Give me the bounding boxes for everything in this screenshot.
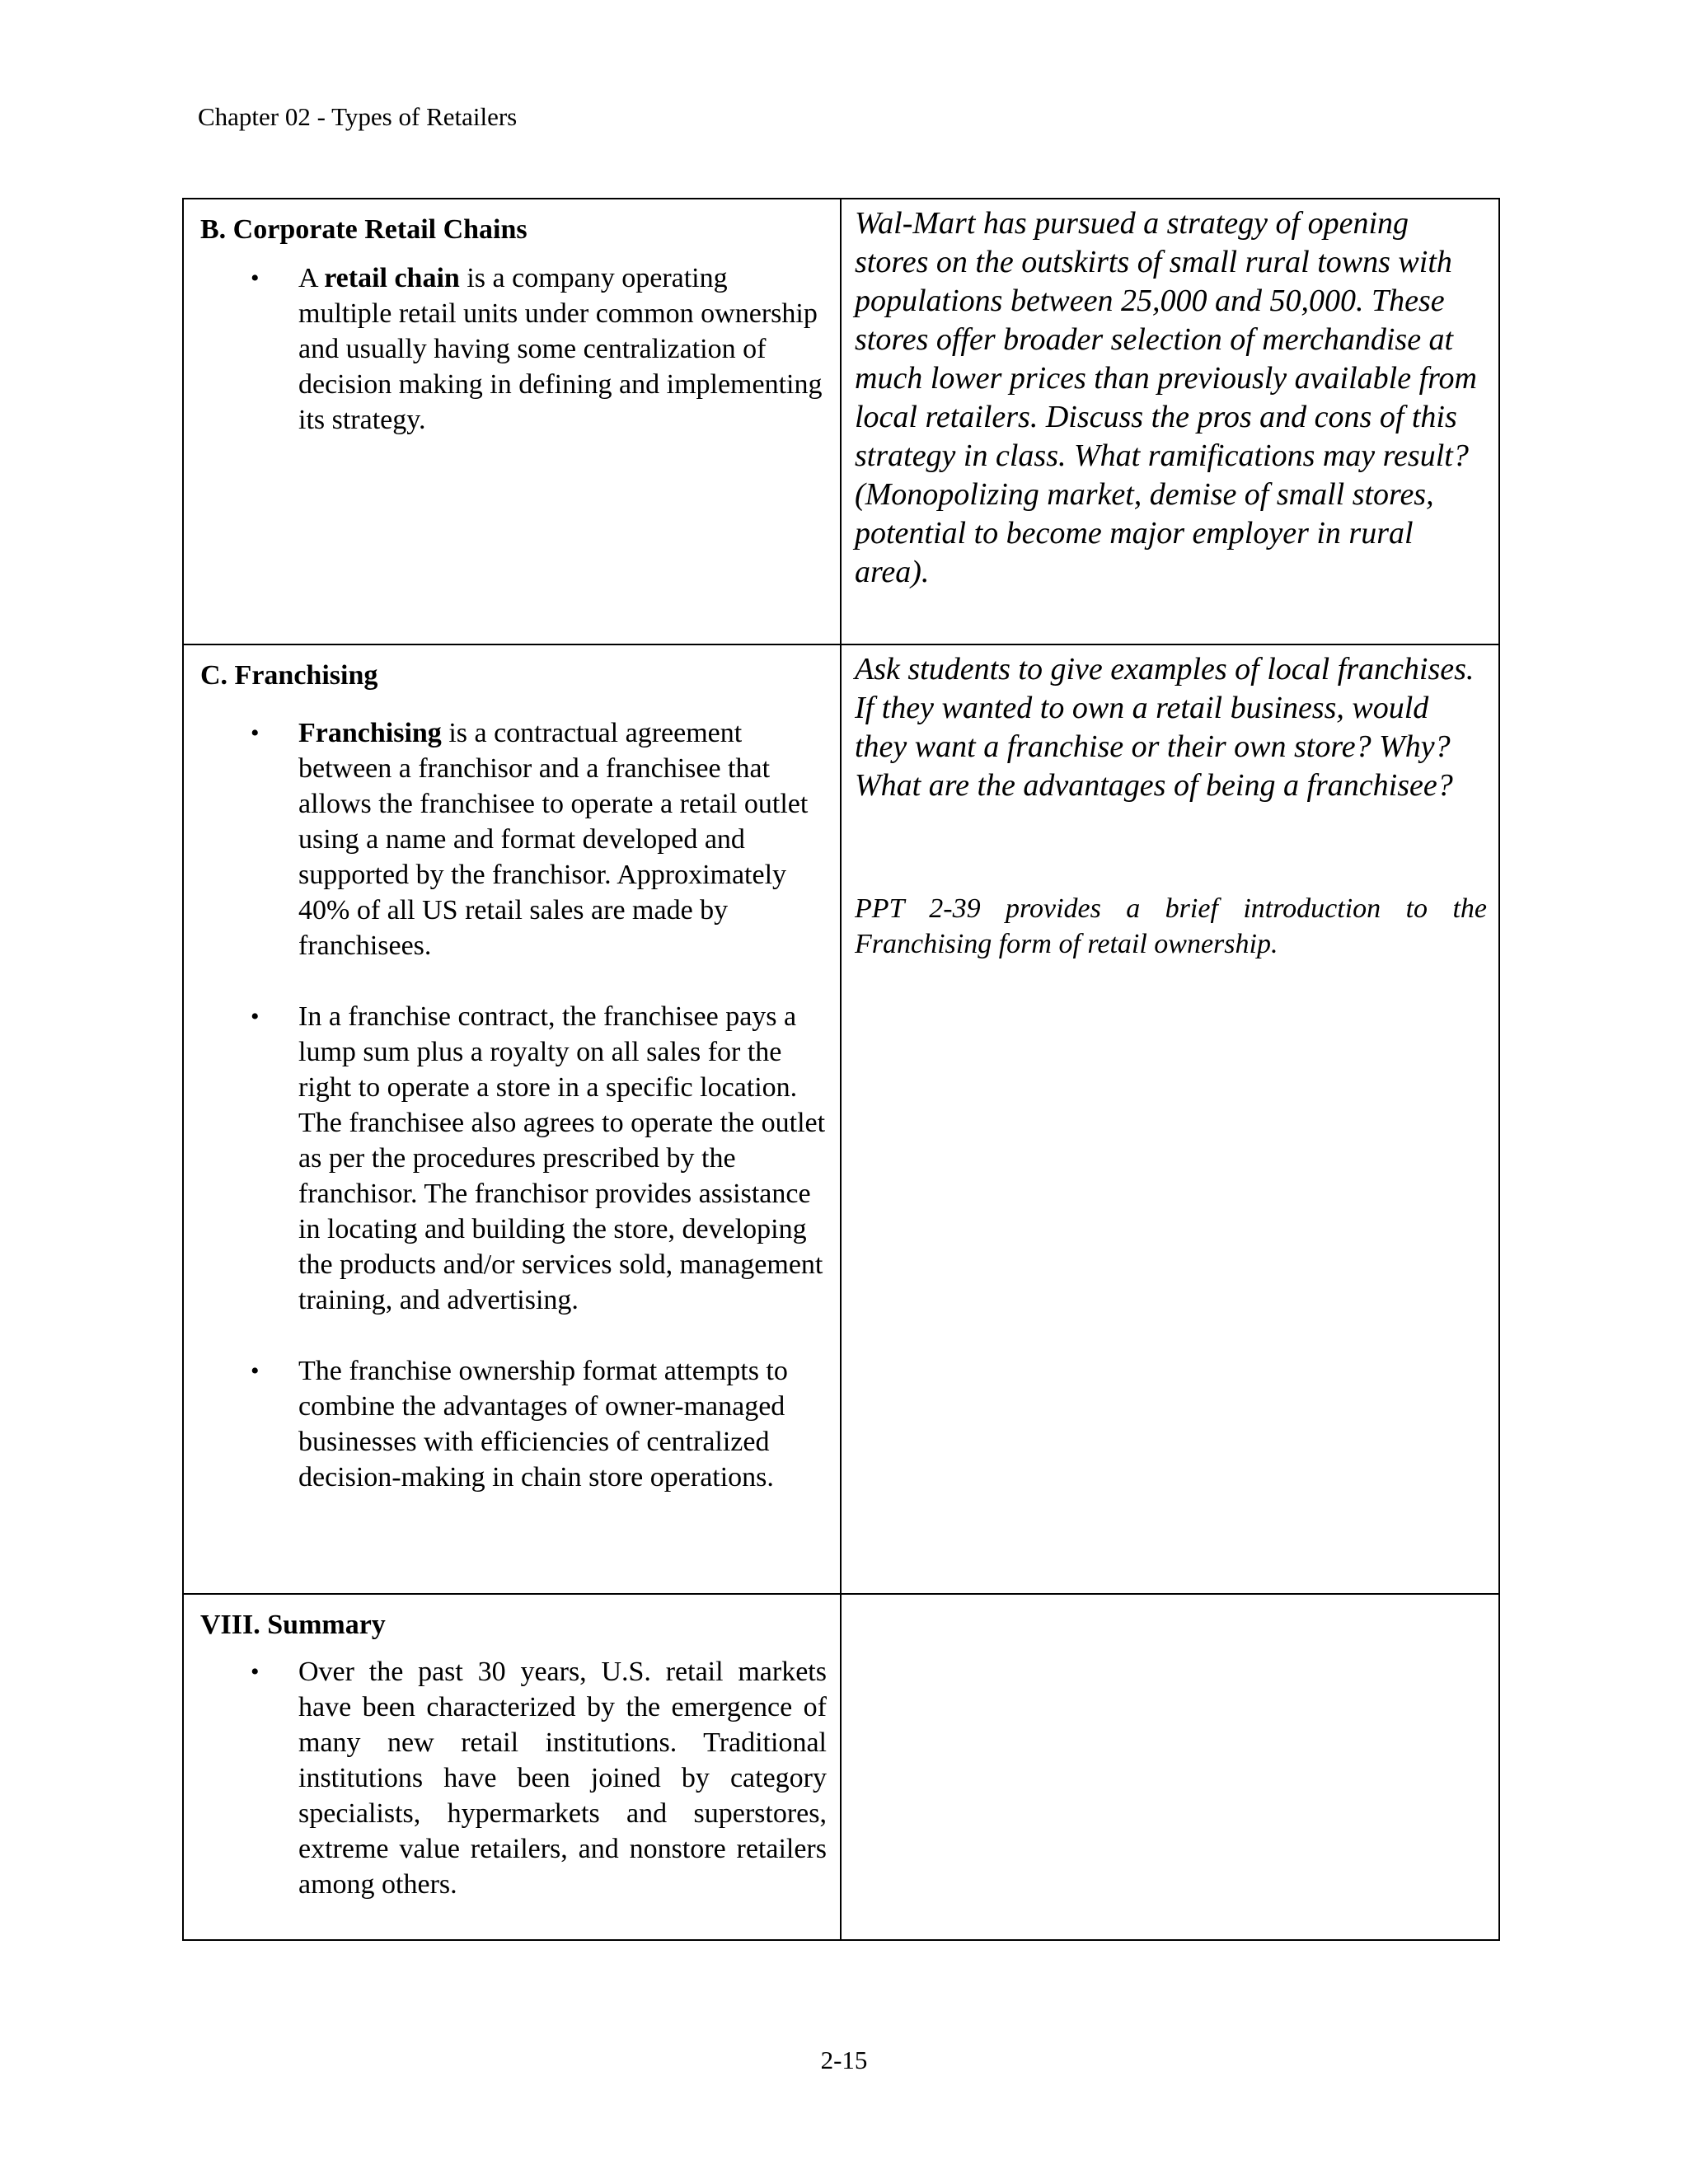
bullet-text: Over the past 30 years, U.S. retail markets have been characterized by the emergence of many new retail institutions. Traditional institutions have been joined by category specialists, hypermarkets and superstores, extreme value retailers, and nonstore retailers among others. (298, 1657, 827, 1900)
page-number: 2-15 (820, 2046, 868, 2074)
teaching-note: Wal-Mart has pursued a strategy of opening stores on the outskirts of small rural towns with populations between 25,000 and 50,000. These stores offer broader selection of merchandise at much lower prices than previously available from local retailers. Discuss the pros and cons of this strategy in class. What ramifications may result? (Monopolizing market, demise of small stores, potential to become major employer in rural area). (855, 206, 1477, 589)
teaching-note-cell (841, 199, 1499, 644)
bullet-icon: • (251, 265, 260, 292)
list-item (200, 715, 827, 963)
bullet-text: The franchise ownership format attempts to combine the advantages of owner-managed businesses with efficiencies of centralized decision-making in chain store operations. (298, 1356, 788, 1493)
outline-cell (183, 644, 841, 1594)
bullet-icon: • (251, 1357, 260, 1385)
section-heading: C. Franchising (200, 660, 378, 691)
table-row (183, 644, 1499, 1594)
key-term: Franchising (298, 718, 442, 748)
section-heading: B. Corporate Retail Chains (200, 214, 528, 245)
bullet-icon: • (251, 719, 260, 747)
list-item (200, 1353, 827, 1495)
list-item (200, 1654, 827, 1902)
outline-cell (183, 199, 841, 644)
bullet-text: is a contractual agreement between a franchisor and a franchisee that allows the franchisee to operate a retail outlet using a name and format developed and supported by the franchisor. Approximately 40% of all US retail sales are made by franchisees. (298, 718, 809, 961)
list-item (200, 260, 827, 438)
teaching-note-cell (841, 644, 1499, 1594)
bullet-icon: • (251, 1658, 260, 1685)
ppt-note: PPT 2-39 provides a brief introduction to the Franchising form of retail ownership. (855, 893, 1487, 959)
list-item (200, 999, 827, 1318)
table-row (183, 1594, 1499, 1940)
bullet-list (200, 260, 827, 438)
teaching-note-cell (841, 1594, 1499, 1940)
bullet-list (200, 715, 827, 1495)
key-term: retail chain (324, 263, 460, 293)
section-heading: VIII. Summary (200, 1610, 386, 1640)
bullet-text: In a franchise contract, the franchisee pays a lump sum plus a royalty on all sales for the right to operate a store in a specific location. The franchisee also agrees to operate the outlet as per the procedures prescribed by the franchisor. The franchisor provides assistance in locating and building the store, developing the products and/or services sold, management training, and advertising. (298, 1001, 826, 1315)
teaching-note: Ask students to give examples of local franchises. If they wanted to own a retail business, would they want a franchise or their own store? Why? What are the advantages of being a franchisee? (855, 652, 1475, 803)
chapter-header: Chapter 02 - Types of Retailers (198, 102, 518, 131)
table-row (183, 199, 1499, 644)
bullet-icon: • (251, 1003, 260, 1030)
bullet-lead-text: A (298, 263, 325, 293)
outline-cell (183, 1594, 841, 1940)
bullet-list (200, 1654, 827, 1902)
lecture-outline-table (182, 198, 1500, 1941)
bullet-text: is a company operating multiple retail units under common ownership and usually having some centralization of decision making in defining and implementing its strategy. (298, 263, 823, 435)
